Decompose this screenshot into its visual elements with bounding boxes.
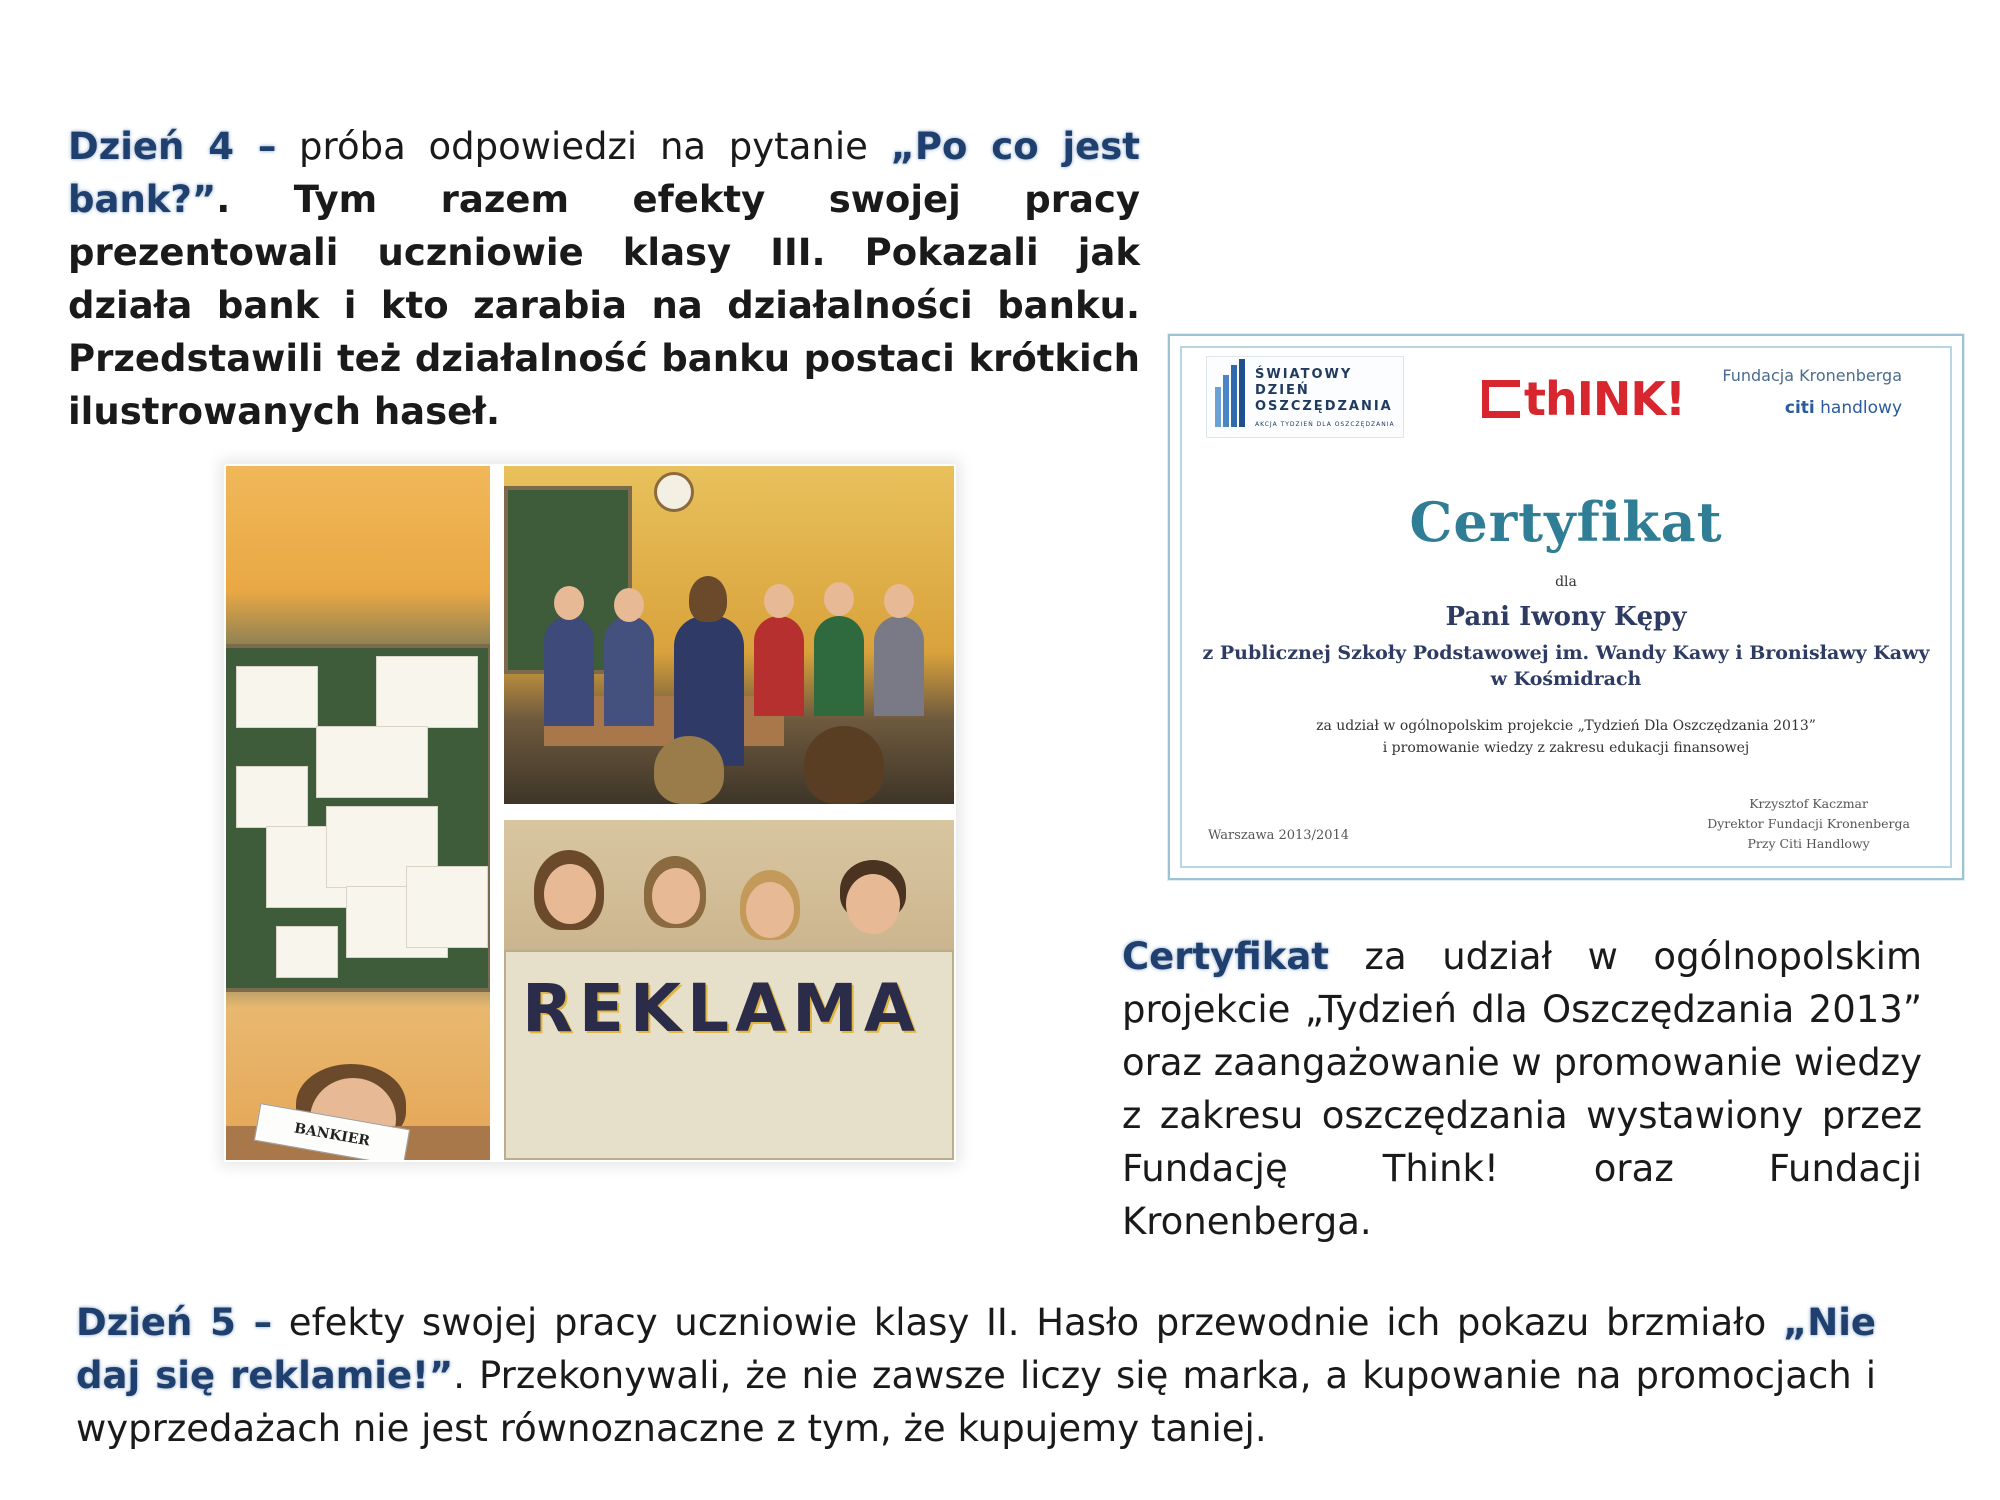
- certificate-title: Certyfikat: [1409, 490, 1723, 554]
- logo-bar: [1215, 387, 1221, 427]
- day4-text1: próba odpowiedzi na pytanie: [276, 125, 891, 168]
- logo-bar: [1231, 365, 1237, 427]
- certificate-caption-label: Certyfikat: [1122, 935, 1329, 978]
- photo-classroom-board: [226, 466, 490, 1160]
- child-face: [544, 864, 596, 924]
- certificate-recipient: Pani Iwony Kępy: [1445, 602, 1687, 632]
- day4-label: Dzień 4 –: [68, 125, 277, 168]
- child-face: [884, 584, 914, 618]
- citi-logo-text: citi: [1784, 398, 1815, 418]
- think-logo-mark: [1482, 380, 1520, 418]
- reklama-banner-text: REKLAMA: [522, 970, 921, 1047]
- poster: [406, 866, 488, 948]
- day4-paragraph: [68, 120, 1140, 438]
- signer-org: Przy Citi Handlowy: [1747, 836, 1870, 851]
- logo-line-2: DZIEŃ: [1255, 383, 1310, 398]
- certificate-dla: dla: [1555, 574, 1577, 590]
- child-face: [846, 874, 900, 934]
- poster: [276, 926, 338, 978]
- wall-clock: [654, 472, 694, 512]
- photo-reklama-banner: [504, 820, 954, 1160]
- poster: [236, 766, 308, 828]
- logo-bar: [1223, 375, 1229, 427]
- certificate-reason-line-1: za udział w ogólnopolskim projekcie „Tydzień Dla Oszczędzania 2013”: [1316, 718, 1816, 734]
- certificate-place-date: Warszawa 2013/2014: [1208, 828, 1350, 843]
- swiatowy-dzien-oszczedzania-logo: [1206, 356, 1404, 438]
- child: [754, 616, 804, 716]
- kronenberg-foundation-logo: Fundacja Kronenberga: [1722, 366, 1902, 385]
- poster: [236, 666, 318, 728]
- handlowy-logo-text: handlowy: [1814, 398, 1902, 418]
- certificate-reason-line-2: i promowanie wiedzy z zakresu edukacji finansowej: [1382, 740, 1750, 756]
- poster: [316, 726, 428, 798]
- day5-text2: . Przekonywali, że nie zawsze liczy się marka, a kupowanie na promocjach i wyprzedażach nie jest równoznaczne z tym, że kupujemy taniej.: [76, 1354, 1876, 1450]
- child: [604, 616, 654, 726]
- certificate-school-line-1: z Publicznej Szkoły Podstawowej im. Wandy Kawy i Bronisławy Kawy: [1202, 642, 1930, 664]
- think-logo-text: thINK!: [1524, 372, 1685, 426]
- citi-handlowy-logo: [1785, 398, 1902, 418]
- child-face: [746, 882, 794, 938]
- poster: [376, 656, 478, 728]
- signer-name: Krzysztof Kaczmar: [1749, 796, 1868, 811]
- logo-line-1: ŚWIATOWY: [1255, 367, 1353, 382]
- day4-question: „Po co jest bank?”: [68, 125, 1140, 221]
- child: [814, 616, 864, 716]
- child-hair: [654, 736, 724, 804]
- child-face: [554, 586, 584, 620]
- child: [544, 616, 594, 726]
- logo-tagline: AKCJA TYDZIEŃ DLA OSZCZĘDZANIA: [1255, 421, 1395, 428]
- logo-line-3: OSZCZĘDZANIA: [1255, 399, 1393, 414]
- signer-role: Dyrektor Fundacji Kronenberga: [1707, 816, 1910, 831]
- day5-paragraph: [76, 1296, 1876, 1455]
- certificate-caption-text: za udział w ogólnopolskim projekcie „Tydzień dla Oszczędzania 2013” oraz zaangażowanie w promowanie wiedzy z zakresu oszczędzania wystawiony przez Fundację Think! oraz Fundacji Kronenberga.: [1122, 935, 1922, 1243]
- day5-label: Dzień 5 –: [76, 1301, 273, 1344]
- photo-collage: [224, 464, 956, 1162]
- think-logo: [1482, 374, 1685, 424]
- child: [874, 616, 924, 716]
- child-hair: [689, 576, 727, 622]
- day5-slogan: „Nie daj się reklamie!”: [76, 1301, 1877, 1397]
- child-face: [614, 588, 644, 622]
- logo-bar: [1239, 359, 1245, 427]
- child-hair: [804, 726, 884, 804]
- bankier-sign: BANKIER: [254, 1103, 410, 1160]
- certificate-caption: [1122, 930, 1922, 1248]
- child-face: [824, 582, 854, 616]
- child-face: [652, 868, 700, 924]
- photo-presentation: [504, 466, 954, 804]
- child-face: [764, 584, 794, 618]
- day4-text2: . Tym razem efekty swojej pracy prezentowali uczniowie klasy III. Pokazali jak działa bank i kto zarabia na działalności banku. Przedstawili też działalność banku postaci krótkich ilustrowanych haseł.: [68, 178, 1140, 433]
- certificate-signature-block: [1707, 794, 1910, 854]
- day5-text1: efekty swojej pracy uczniowie klasy II. Hasło przewodnie ich pokazu brzmiało: [272, 1301, 1783, 1344]
- certificate-school-line-2: w Kośmidrach: [1490, 668, 1642, 690]
- certificate-image: [1168, 334, 1964, 880]
